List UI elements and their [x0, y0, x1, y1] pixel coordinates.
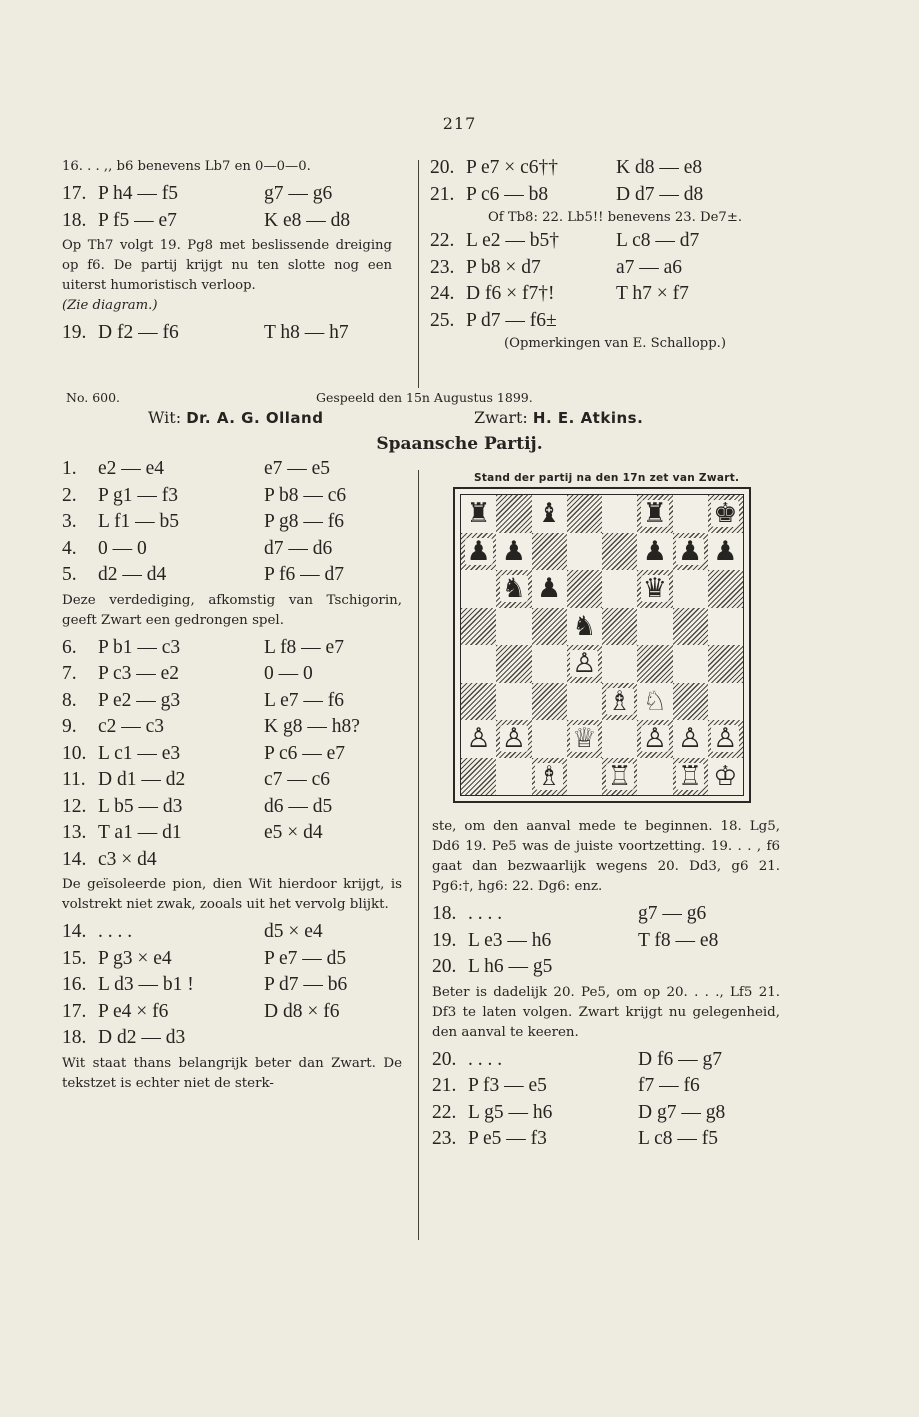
game-number: No. 600. — [66, 390, 121, 405]
black-move: T h7 × f7 — [616, 283, 689, 304]
move-number: 14. — [62, 848, 87, 870]
white-label: Wit: — [148, 408, 182, 427]
white-move: D d2 — d3 — [98, 1027, 186, 1048]
board-square — [602, 683, 637, 721]
black-move: L e7 — f6 — [264, 689, 344, 711]
move-number: 10. — [62, 742, 87, 764]
black-move: P c6 — e7 — [264, 742, 346, 764]
move-row — [62, 456, 402, 483]
move-number: 19. — [62, 322, 87, 343]
white-king-icon: ♔ — [713, 760, 738, 792]
board-square — [496, 683, 531, 721]
black-queen-icon: ♛ — [642, 573, 667, 605]
move-row — [62, 536, 402, 563]
move-row — [62, 635, 402, 662]
white-move: P h4 — f5 — [98, 183, 178, 204]
move-row — [62, 714, 402, 741]
white-pawn-icon: ♙ — [466, 723, 491, 755]
move-number: 14. — [62, 921, 87, 942]
move-line-16: 16. . . ,, b6 benevens Lb7 en 0—0—0. — [62, 159, 311, 174]
move-row — [432, 1100, 780, 1127]
white-move: D d1 — d2 — [98, 769, 186, 790]
white-move: P e4 × f6 — [98, 1000, 169, 1022]
white-move: . . . . — [468, 1048, 503, 1070]
black-rook-icon: ♜ — [466, 498, 491, 530]
black-knight-icon: ♞ — [501, 573, 526, 605]
move-row — [62, 320, 392, 347]
board-square — [567, 645, 602, 683]
black-move: K g8 — h8? — [264, 716, 360, 737]
move-row — [62, 181, 392, 208]
white-pawn-icon: ♙ — [713, 723, 738, 755]
black-pawn-icon: ♟ — [466, 535, 491, 567]
board-square — [708, 495, 743, 533]
chess-board — [460, 494, 744, 796]
black-move — [638, 954, 780, 981]
move-number: 2. — [62, 484, 77, 506]
move-list — [62, 320, 392, 347]
white-bishop-icon: ♗ — [537, 760, 562, 792]
annotation: Of Tb8: 22. Lb5!! benevens 23. De7±. — [487, 210, 743, 225]
board-square — [461, 495, 496, 533]
move-row — [62, 688, 402, 715]
move-row — [432, 1126, 780, 1153]
board-square — [532, 570, 567, 608]
white-move: P d7 — f6± — [466, 309, 557, 331]
move-row — [62, 820, 402, 847]
black-move: c7 — c6 — [264, 769, 331, 790]
move-row — [62, 562, 402, 589]
move-row — [62, 483, 402, 510]
move-number: 24. — [430, 283, 455, 304]
black-move: T h8 — h7 — [264, 322, 349, 343]
board-square — [637, 570, 672, 608]
move-row — [430, 155, 800, 182]
board-square — [567, 495, 602, 533]
left-column-bottom — [62, 456, 402, 1098]
black-label: Zwart: — [474, 408, 528, 427]
move-number: 6. — [62, 636, 77, 658]
board-square — [461, 533, 496, 571]
white-move: L d3 — b1 ! — [98, 974, 194, 995]
board-square — [708, 683, 743, 721]
black-move: P f6 — d7 — [264, 564, 344, 585]
move-row — [62, 919, 402, 946]
board-square — [496, 533, 531, 571]
move-row — [62, 972, 402, 999]
annotation: Op Th7 volgt 19. Pg8 met beslissende dreiging op f6. De partij krijgt nu ten slotte nog een uiterst humoristisch verloop. — [62, 238, 392, 293]
white-move: D f6 × f7†! — [466, 283, 555, 304]
white-move: e2 — e4 — [98, 458, 165, 479]
annotation: Deze verdediging, afkomstig van Tschigorin, geeft Zwart een gedrongen spel. — [62, 592, 402, 628]
move-row — [430, 281, 800, 308]
black-bishop-icon: ♝ — [537, 498, 562, 530]
move-number: 15. — [62, 947, 87, 969]
move-row — [432, 1073, 780, 1100]
black-move: P e7 — d5 — [264, 947, 347, 969]
white-move: P g3 × e4 — [98, 947, 172, 969]
board-square — [567, 570, 602, 608]
move-list — [430, 228, 800, 334]
move-list — [62, 456, 402, 589]
move-list — [62, 181, 392, 234]
opening-title: Spaansche Partij. — [376, 434, 543, 454]
black-move: e5 × d4 — [264, 822, 323, 843]
move-row — [62, 767, 402, 794]
white-move: . . . . — [468, 903, 503, 924]
black-pawn-icon: ♟ — [713, 535, 738, 567]
board-square — [532, 645, 567, 683]
board-square — [496, 758, 531, 796]
white-move: P g1 — f3 — [98, 484, 178, 506]
white-move: L e2 — b5† — [466, 230, 559, 251]
right-column-top — [430, 155, 800, 354]
black-move: f7 — f6 — [638, 1075, 700, 1096]
black-move: g7 — g6 — [638, 903, 707, 924]
move-row — [62, 946, 402, 973]
white-pawn-icon: ♙ — [572, 648, 597, 680]
black-king-icon: ♚ — [713, 498, 738, 530]
left-column-top — [62, 155, 392, 347]
black-pawn-icon: ♟ — [678, 535, 703, 567]
white-move: . . . . — [98, 921, 133, 942]
annotation-credit: (Opmerkingen van E. Schallopp.) — [503, 336, 727, 351]
page-number: 217 — [442, 114, 477, 133]
board-square — [708, 608, 743, 646]
black-move: T f8 — e8 — [638, 929, 719, 951]
move-row — [62, 661, 402, 688]
white-move: L h6 — g5 — [468, 956, 553, 977]
board-square — [461, 608, 496, 646]
white-move: P e2 — g3 — [98, 689, 181, 711]
board-square — [673, 570, 708, 608]
board-square — [461, 758, 496, 796]
board-square — [532, 608, 567, 646]
move-row — [430, 182, 800, 209]
black-move: P g8 — f6 — [264, 511, 344, 532]
black-move: D f6 — g7 — [638, 1048, 722, 1070]
board-square — [461, 645, 496, 683]
board-square — [637, 608, 672, 646]
black-move — [616, 308, 800, 335]
move-number: 21. — [430, 183, 455, 205]
move-number: 13. — [62, 822, 87, 843]
white-move: L b5 — d3 — [98, 795, 183, 817]
board-square — [602, 570, 637, 608]
white-bishop-icon: ♗ — [607, 685, 632, 717]
move-row — [62, 509, 402, 536]
move-number: 17. — [62, 183, 87, 204]
move-number: 16. — [62, 974, 87, 995]
move-number: 17. — [62, 1000, 87, 1022]
white-move: L f1 — b5 — [98, 511, 180, 532]
move-number: 21. — [432, 1075, 457, 1096]
move-row — [62, 847, 402, 874]
board-square — [532, 533, 567, 571]
board-square — [461, 570, 496, 608]
white-move: P e7 × c6†† — [466, 157, 559, 178]
move-row — [62, 1025, 402, 1052]
black-move: D g7 — g8 — [638, 1101, 726, 1123]
black-pawn-icon: ♟ — [501, 535, 526, 567]
black-move: L c8 — f5 — [638, 1128, 718, 1149]
white-move: 0 — 0 — [98, 537, 147, 559]
board-square — [602, 758, 637, 796]
move-number: 20. — [430, 157, 455, 178]
black-move: a7 — a6 — [616, 256, 683, 278]
white-move: P b1 — c3 — [98, 636, 181, 658]
move-row — [430, 228, 800, 255]
game-date: Gespeeld den 15n Augustus 1899. — [316, 390, 533, 405]
move-number: 19. — [432, 929, 457, 951]
white-pawn-icon: ♙ — [678, 723, 703, 755]
move-row — [432, 928, 780, 955]
move-row — [62, 741, 402, 768]
board-square — [637, 683, 672, 721]
move-number: 20. — [432, 956, 457, 977]
board-square — [673, 608, 708, 646]
board-square — [496, 570, 531, 608]
board-square — [602, 645, 637, 683]
board-square — [673, 758, 708, 796]
move-number: 18. — [432, 903, 457, 924]
white-move: P c3 — e2 — [98, 663, 180, 684]
black-move: K e8 — d8 — [264, 209, 351, 231]
board-square — [496, 608, 531, 646]
board-square — [708, 720, 743, 758]
move-number: 18. — [62, 1027, 87, 1048]
move-list — [62, 635, 402, 874]
board-square — [567, 608, 602, 646]
black-move: 0 — 0 — [264, 663, 313, 684]
board-square — [708, 570, 743, 608]
board-square — [708, 645, 743, 683]
diagram-caption: Stand der partij na den 17n zet van Zwart. — [474, 472, 740, 484]
black-player — [474, 408, 643, 427]
black-move: D d8 × f6 — [264, 1000, 340, 1022]
black-name: H. E. Atkins. — [532, 409, 644, 427]
black-move: P d7 — b6 — [264, 974, 348, 995]
white-move: P e5 — f3 — [468, 1128, 547, 1149]
diagram-reference: (Zie diagram.) — [62, 298, 158, 313]
board-square — [637, 758, 672, 796]
white-move: P f3 — e5 — [468, 1075, 547, 1096]
column-divider — [418, 160, 419, 388]
white-queen-icon: ♕ — [572, 723, 597, 755]
black-move: D d7 — d8 — [616, 183, 704, 205]
board-square — [708, 533, 743, 571]
board-square — [673, 645, 708, 683]
move-row — [432, 954, 780, 981]
board-square — [602, 720, 637, 758]
move-number: 3. — [62, 511, 77, 532]
board-square — [567, 533, 602, 571]
white-move: d2 — d4 — [98, 564, 167, 585]
move-number: 1. — [62, 458, 77, 479]
annotation: Wit staat thans belangrijk beter dan Zwart. De tekstzet is echter niet de sterk- — [62, 1055, 402, 1091]
move-row — [430, 255, 800, 282]
white-move: c2 — c3 — [98, 716, 165, 737]
move-list — [432, 901, 780, 981]
move-number: 5. — [62, 564, 77, 585]
board-square — [602, 533, 637, 571]
black-move: d6 — d5 — [264, 795, 333, 817]
move-number: 8. — [62, 689, 77, 711]
board-square — [532, 495, 567, 533]
board-square — [708, 758, 743, 796]
black-pawn-icon: ♟ — [537, 573, 562, 605]
move-list — [432, 1047, 780, 1153]
black-move: K d8 — e8 — [616, 157, 703, 178]
white-move: D f2 — f6 — [98, 322, 179, 343]
white-pawn-icon: ♙ — [501, 723, 526, 755]
black-move: L c8 — d7 — [616, 230, 700, 251]
black-move — [264, 1025, 402, 1052]
move-list — [62, 919, 402, 1052]
move-number: 11. — [62, 769, 86, 790]
white-move: c3 × d4 — [98, 848, 157, 870]
move-number: 7. — [62, 663, 77, 684]
board-square — [602, 495, 637, 533]
board-square — [496, 495, 531, 533]
black-move: d7 — d6 — [264, 537, 333, 559]
chess-diagram — [453, 487, 751, 803]
black-move: g7 — g6 — [264, 183, 333, 204]
white-move: P f5 — e7 — [98, 209, 177, 231]
board-square — [637, 720, 672, 758]
move-number: 23. — [430, 256, 455, 278]
black-move: P b8 — c6 — [264, 484, 347, 506]
black-move: L f8 — e7 — [264, 636, 344, 658]
white-pawn-icon: ♙ — [642, 723, 667, 755]
move-number: 18. — [62, 209, 87, 231]
board-square — [673, 533, 708, 571]
black-move — [264, 847, 402, 874]
white-move: L g5 — h6 — [468, 1101, 553, 1123]
move-number: 22. — [430, 230, 455, 251]
black-pawn-icon: ♟ — [642, 535, 667, 567]
board-square — [567, 720, 602, 758]
move-row — [432, 1047, 780, 1074]
white-move: T a1 — d1 — [98, 822, 182, 843]
board-square — [567, 758, 602, 796]
white-name: Dr. A. G. Olland — [186, 409, 324, 427]
white-move: L e3 — h6 — [468, 929, 552, 951]
white-player — [148, 408, 323, 427]
black-move: d5 × e4 — [264, 921, 323, 942]
board-square — [496, 645, 531, 683]
board-square — [532, 758, 567, 796]
annotation: ste, om den aanval mede te beginnen. 18. Lg5, Dd6 19. Pe5 was de juiste voortzetting. 19. . . , f6 gaat dan bezwaarlijk wegens 20. Dd3, g6 21. Pg6:†, hg6: 22. Dg6: enz. — [432, 819, 780, 894]
board-square — [461, 720, 496, 758]
move-number: 23. — [432, 1128, 457, 1149]
right-column-bottom — [432, 815, 780, 1153]
board-square — [496, 720, 531, 758]
board-square — [532, 720, 567, 758]
black-knight-icon: ♞ — [572, 610, 597, 642]
move-row — [430, 308, 800, 335]
board-square — [567, 683, 602, 721]
move-number: 22. — [432, 1101, 457, 1123]
white-knight-icon: ♘ — [642, 685, 667, 717]
board-square — [461, 683, 496, 721]
column-divider-lower — [418, 470, 419, 1240]
move-row — [62, 208, 392, 235]
board-square — [637, 533, 672, 571]
move-row — [432, 901, 780, 928]
white-rook-icon: ♖ — [678, 760, 703, 792]
white-move: P b8 × d7 — [466, 256, 541, 278]
move-number: 25. — [430, 309, 455, 331]
annotation: Beter is dadelijk 20. Pe5, om op 20. . . ., Lf5 21. Df3 te laten volgen. Zwart krijgt nu gelegenheid, den aanval te keeren. — [432, 984, 780, 1040]
board-square — [673, 495, 708, 533]
board-square — [637, 645, 672, 683]
board-square — [673, 683, 708, 721]
move-row — [62, 794, 402, 821]
move-number: 20. — [432, 1048, 457, 1070]
move-number: 9. — [62, 716, 77, 737]
move-number: 12. — [62, 795, 87, 817]
board-square — [602, 608, 637, 646]
annotation: De geïsoleerde pion, dien Wit hierdoor krijgt, is volstrekt niet zwak, zooals uit het vervolg blijkt. — [62, 877, 402, 912]
board-square — [637, 495, 672, 533]
move-number: 4. — [62, 537, 77, 559]
black-move: e7 — e5 — [264, 458, 331, 479]
black-rook-icon: ♜ — [642, 498, 667, 530]
move-list — [430, 155, 800, 208]
move-row — [62, 999, 402, 1026]
board-square — [532, 683, 567, 721]
white-move: P c6 — b8 — [466, 183, 549, 205]
white-move: L c1 — e3 — [98, 742, 181, 764]
board-square — [673, 720, 708, 758]
white-rook-icon: ♖ — [607, 760, 632, 792]
